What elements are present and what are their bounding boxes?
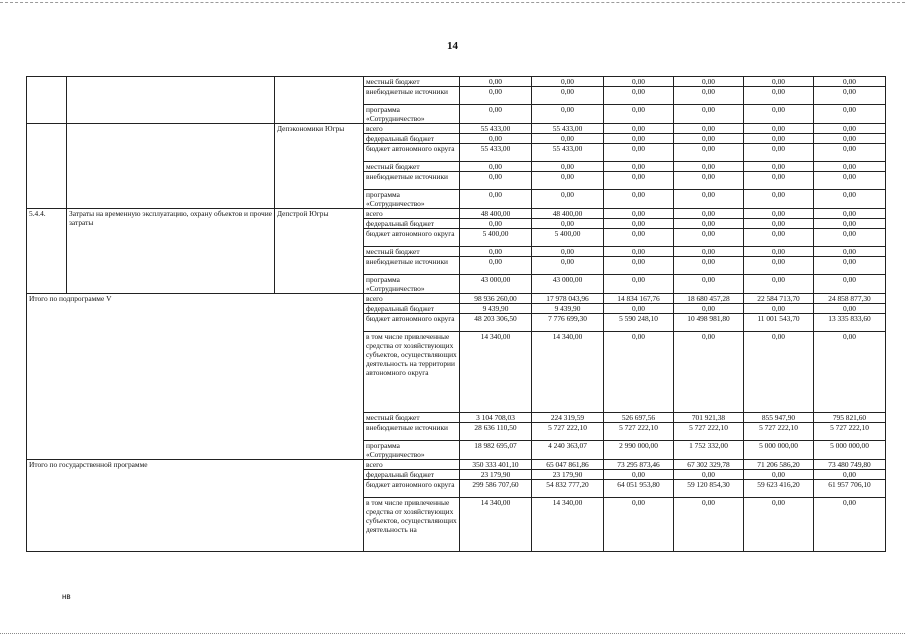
amount-cell: 14 834 167,76	[604, 294, 674, 304]
amount-cell: 64 051 953,80	[604, 480, 674, 498]
amount-cell: 0,00	[674, 257, 744, 275]
amount-cell: 18 680 457,28	[674, 294, 744, 304]
amount-cell: 0,00	[674, 470, 744, 480]
amount-cell: 23 179,90	[460, 470, 532, 480]
amount-cell: 0,00	[744, 209, 814, 219]
table-row	[27, 77, 886, 87]
funding-source-cell: программа «Сотрудничество»	[364, 275, 460, 294]
item-number-cell	[27, 77, 67, 124]
amount-cell: 0,00	[604, 134, 674, 144]
amount-cell: 0,00	[460, 105, 532, 124]
amount-cell: 5 590 248,10	[604, 314, 674, 332]
amount-cell: 65 047 861,86	[532, 460, 604, 470]
funding-source-cell: бюджет автономного округа	[364, 144, 460, 162]
amount-cell: 0,00	[532, 105, 604, 124]
amount-cell: 0,00	[814, 275, 886, 294]
item-name-cell: Затраты на временную эксплуатацию, охрану объектов и прочие затраты	[67, 209, 275, 294]
funding-source-cell: всего	[364, 209, 460, 219]
amount-cell: 0,00	[604, 229, 674, 247]
amount-cell: 0,00	[814, 105, 886, 124]
amount-cell: 55 433,00	[460, 124, 532, 134]
amount-cell: 701 921,38	[674, 413, 744, 423]
funding-source-cell: бюджет автономного округа	[364, 480, 460, 498]
amount-cell: 0,00	[744, 134, 814, 144]
amount-cell: 299 586 707,60	[460, 480, 532, 498]
amount-cell: 0,00	[460, 172, 532, 190]
amount-cell: 0,00	[814, 498, 886, 552]
amount-cell: 5 400,00	[460, 229, 532, 247]
amount-cell: 0,00	[604, 332, 674, 413]
amount-cell: 98 936 260,00	[460, 294, 532, 304]
amount-cell: 0,00	[674, 172, 744, 190]
funding-source-cell: всего	[364, 460, 460, 470]
amount-cell: 0,00	[744, 275, 814, 294]
amount-cell: 0,00	[744, 470, 814, 480]
amount-cell: 0,00	[674, 332, 744, 413]
amount-cell: 3 104 708,03	[460, 413, 532, 423]
amount-cell: 0,00	[604, 219, 674, 229]
amount-cell: 0,00	[814, 209, 886, 219]
amount-cell: 73 480 749,80	[814, 460, 886, 470]
funding-source-cell: всего	[364, 294, 460, 304]
amount-cell: 59 120 854,30	[674, 480, 744, 498]
amount-cell: 10 498 981,80	[674, 314, 744, 332]
amount-cell: 0,00	[814, 247, 886, 257]
amount-cell: 0,00	[604, 87, 674, 105]
amount-cell: 61 957 706,10	[814, 480, 886, 498]
amount-cell: 0,00	[744, 229, 814, 247]
amount-cell: 0,00	[532, 162, 604, 172]
amount-cell: 17 978 043,96	[532, 294, 604, 304]
amount-cell: 0,00	[814, 77, 886, 87]
amount-cell: 350 333 401,10	[460, 460, 532, 470]
amount-cell: 0,00	[674, 275, 744, 294]
amount-cell: 0,00	[604, 257, 674, 275]
amount-cell: 526 697,56	[604, 413, 674, 423]
amount-cell: 0,00	[674, 304, 744, 314]
amount-cell: 0,00	[814, 219, 886, 229]
amount-cell: 13 335 833,60	[814, 314, 886, 332]
amount-cell: 0,00	[744, 144, 814, 162]
amount-cell: 0,00	[814, 332, 886, 413]
amount-cell: 0,00	[744, 257, 814, 275]
amount-cell: 0,00	[460, 257, 532, 275]
amount-cell: 0,00	[674, 124, 744, 134]
amount-cell: 0,00	[604, 172, 674, 190]
amount-cell: 55 433,00	[460, 144, 532, 162]
amount-cell: 0,00	[814, 172, 886, 190]
amount-cell: 54 832 777,20	[532, 480, 604, 498]
amount-cell: 0,00	[460, 134, 532, 144]
amount-cell: 0,00	[532, 77, 604, 87]
amount-cell: 795 821,60	[814, 413, 886, 423]
amount-cell: 0,00	[744, 219, 814, 229]
amount-cell: 0,00	[460, 219, 532, 229]
amount-cell: 0,00	[674, 229, 744, 247]
table-row	[27, 460, 886, 470]
amount-cell: 0,00	[744, 247, 814, 257]
item-name-cell	[67, 124, 275, 209]
amount-cell: 2 990 000,00	[604, 441, 674, 460]
amount-cell: 14 340,00	[532, 498, 604, 552]
amount-cell: 0,00	[604, 190, 674, 209]
amount-cell: 11 001 543,70	[744, 314, 814, 332]
funding-source-cell: бюджет автономного округа	[364, 229, 460, 247]
amount-cell: 0,00	[604, 77, 674, 87]
amount-cell: 0,00	[674, 77, 744, 87]
amount-cell: 9 439,90	[532, 304, 604, 314]
amount-cell: 0,00	[744, 87, 814, 105]
funding-source-cell: в том числе привлеченные средства от хозяйствующих субъектов, осуществляющих деятельность на	[364, 498, 460, 552]
amount-cell: 0,00	[744, 124, 814, 134]
amount-cell: 855 947,90	[744, 413, 814, 423]
amount-cell: 71 206 586,20	[744, 460, 814, 470]
amount-cell: 0,00	[532, 219, 604, 229]
amount-cell: 43 000,00	[460, 275, 532, 294]
amount-cell: 0,00	[674, 162, 744, 172]
amount-cell: 0,00	[460, 190, 532, 209]
amount-cell: 0,00	[814, 87, 886, 105]
amount-cell: 55 433,00	[532, 144, 604, 162]
amount-cell: 48 203 306,50	[460, 314, 532, 332]
amount-cell: 5 000 000,00	[814, 441, 886, 460]
amount-cell: 48 400,00	[532, 209, 604, 219]
amount-cell: 0,00	[674, 190, 744, 209]
amount-cell: 0,00	[744, 162, 814, 172]
amount-cell: 48 400,00	[460, 209, 532, 219]
amount-cell: 0,00	[674, 105, 744, 124]
amount-cell: 28 636 110,50	[460, 423, 532, 441]
amount-cell: 0,00	[604, 498, 674, 552]
funding-source-cell: местный бюджет	[364, 413, 460, 423]
amount-cell: 0,00	[674, 209, 744, 219]
amount-cell: 0,00	[814, 190, 886, 209]
amount-cell: 0,00	[532, 172, 604, 190]
amount-cell: 5 727 222,10	[814, 423, 886, 441]
amount-cell: 22 584 713,70	[744, 294, 814, 304]
amount-cell: 1 752 332,00	[674, 441, 744, 460]
funding-source-cell: федеральный бюджет	[364, 134, 460, 144]
funding-source-cell: внебюджетные источники	[364, 423, 460, 441]
funding-source-cell: программа «Сотрудничество»	[364, 105, 460, 124]
funding-source-cell: в том числе привлеченные средства от хозяйствующих субъектов, осуществляющих деятельность на территории автономного округа	[364, 332, 460, 413]
amount-cell: 5 000 000,00	[744, 441, 814, 460]
amount-cell: 0,00	[814, 470, 886, 480]
amount-cell: 14 340,00	[532, 332, 604, 413]
section-total-label: Итого по государственной программе	[27, 460, 364, 552]
amount-cell: 224 319,59	[532, 413, 604, 423]
funding-source-cell: программа «Сотрудничество»	[364, 190, 460, 209]
amount-cell: 23 179,90	[532, 470, 604, 480]
funding-source-cell: внебюджетные источники	[364, 257, 460, 275]
amount-cell: 0,00	[532, 87, 604, 105]
amount-cell: 0,00	[814, 304, 886, 314]
funding-source-cell: программа «Сотрудничество»	[364, 441, 460, 460]
funding-source-cell: всего	[364, 124, 460, 134]
amount-cell: 0,00	[744, 332, 814, 413]
amount-cell: 0,00	[604, 105, 674, 124]
amount-cell: 14 340,00	[460, 498, 532, 552]
amount-cell: 43 000,00	[532, 275, 604, 294]
amount-cell: 0,00	[604, 470, 674, 480]
page-number: 14	[447, 40, 458, 52]
amount-cell: 0,00	[814, 134, 886, 144]
funding-source-cell: местный бюджет	[364, 77, 460, 87]
amount-cell: 0,00	[460, 87, 532, 105]
footer-mark: нв	[62, 592, 71, 601]
funding-source-cell: внебюджетные источники	[364, 172, 460, 190]
executor-cell: Депэкономики Югры	[275, 124, 364, 209]
amount-cell: 0,00	[674, 247, 744, 257]
amount-cell: 0,00	[814, 144, 886, 162]
table-row	[27, 209, 886, 219]
funding-source-cell: федеральный бюджет	[364, 219, 460, 229]
amount-cell: 0,00	[604, 304, 674, 314]
amount-cell: 5 727 222,10	[744, 423, 814, 441]
funding-source-cell: федеральный бюджет	[364, 304, 460, 314]
amount-cell: 9 439,90	[460, 304, 532, 314]
amount-cell: 0,00	[744, 190, 814, 209]
amount-cell: 5 727 222,10	[674, 423, 744, 441]
funding-source-cell: федеральный бюджет	[364, 470, 460, 480]
amount-cell: 73 295 873,46	[604, 460, 674, 470]
funding-source-cell: внебюджетные источники	[364, 87, 460, 105]
amount-cell: 7 776 699,30	[532, 314, 604, 332]
amount-cell: 0,00	[604, 144, 674, 162]
amount-cell: 0,00	[532, 134, 604, 144]
table-row	[27, 124, 886, 134]
amount-cell: 0,00	[674, 219, 744, 229]
table-row	[27, 294, 886, 304]
funding-source-cell: бюджет автономного округа	[364, 314, 460, 332]
amount-cell: 0,00	[674, 134, 744, 144]
amount-cell: 0,00	[814, 162, 886, 172]
scan-bottom-edge	[0, 633, 905, 634]
amount-cell: 0,00	[744, 498, 814, 552]
amount-cell: 0,00	[744, 77, 814, 87]
amount-cell: 0,00	[604, 209, 674, 219]
amount-cell: 0,00	[460, 77, 532, 87]
amount-cell: 0,00	[744, 172, 814, 190]
funding-source-cell: местный бюджет	[364, 247, 460, 257]
amount-cell: 0,00	[604, 247, 674, 257]
amount-cell: 0,00	[744, 105, 814, 124]
amount-cell: 0,00	[814, 229, 886, 247]
amount-cell: 5 400,00	[532, 229, 604, 247]
funding-source-cell: местный бюджет	[364, 162, 460, 172]
amount-cell: 4 240 363,07	[532, 441, 604, 460]
item-name-cell	[67, 77, 275, 124]
amount-cell: 67 302 329,78	[674, 460, 744, 470]
amount-cell: 0,00	[674, 498, 744, 552]
funding-table	[26, 76, 886, 552]
item-number-cell	[27, 124, 67, 209]
amount-cell: 0,00	[604, 124, 674, 134]
amount-cell: 0,00	[604, 275, 674, 294]
amount-cell: 0,00	[532, 257, 604, 275]
amount-cell: 18 982 695,07	[460, 441, 532, 460]
amount-cell: 55 433,00	[532, 124, 604, 134]
amount-cell: 0,00	[460, 247, 532, 257]
scan-top-edge	[0, 2, 905, 3]
amount-cell: 0,00	[674, 87, 744, 105]
amount-cell: 0,00	[460, 162, 532, 172]
item-number-cell: 5.4.4.	[27, 209, 67, 294]
amount-cell: 0,00	[814, 257, 886, 275]
amount-cell: 0,00	[532, 247, 604, 257]
amount-cell: 14 340,00	[460, 332, 532, 413]
amount-cell: 24 858 877,30	[814, 294, 886, 304]
amount-cell: 0,00	[604, 162, 674, 172]
amount-cell: 0,00	[532, 190, 604, 209]
amount-cell: 0,00	[744, 304, 814, 314]
amount-cell: 5 727 222,10	[604, 423, 674, 441]
section-total-label: Итого по подпрограмме V	[27, 294, 364, 460]
funding-table-body	[27, 77, 886, 552]
amount-cell: 59 623 416,20	[744, 480, 814, 498]
amount-cell: 0,00	[814, 124, 886, 134]
executor-cell	[275, 77, 364, 124]
executor-cell: Депстрой Югры	[275, 209, 364, 294]
amount-cell: 0,00	[674, 144, 744, 162]
amount-cell: 5 727 222,10	[532, 423, 604, 441]
